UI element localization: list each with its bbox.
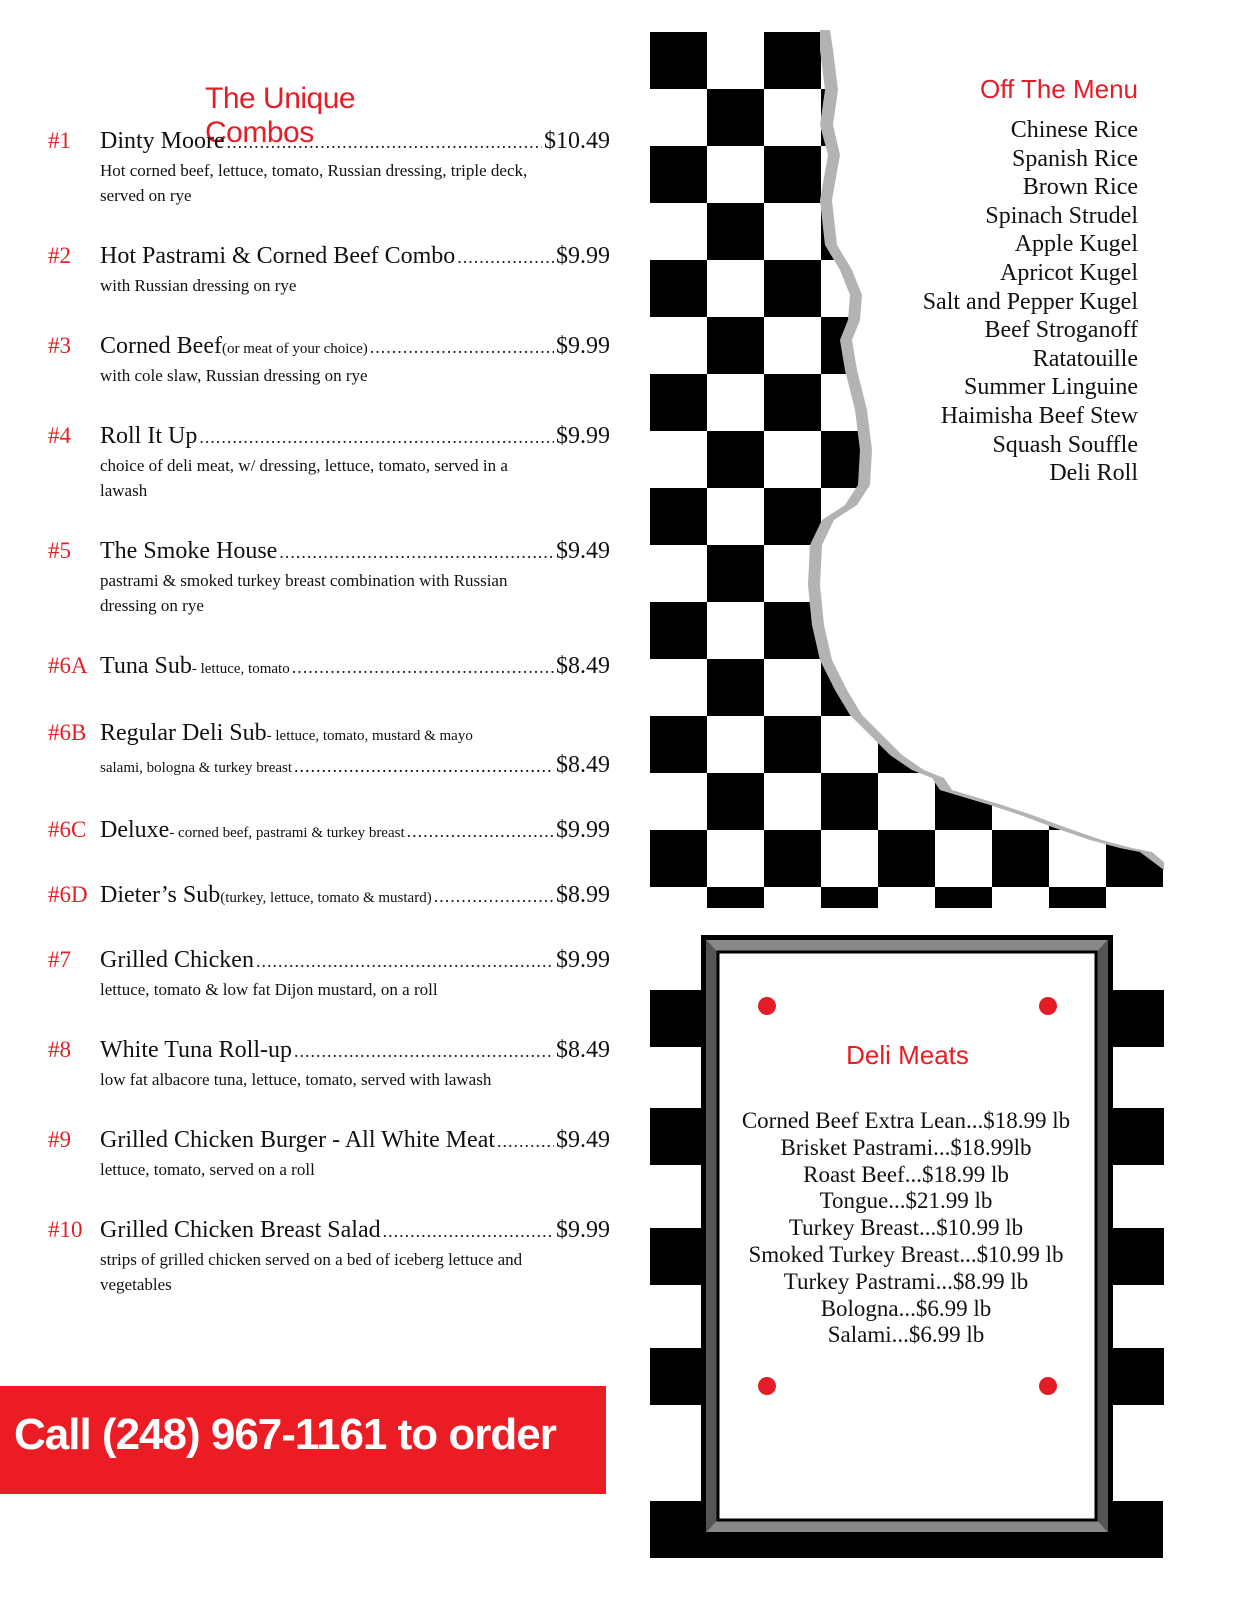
combo-desc: strips of grilled chicken served on a bed of iceberg lettuce and vegetables xyxy=(100,1250,523,1294)
off-menu-item: Deli Roll xyxy=(1049,460,1138,487)
checker-square xyxy=(650,1108,707,1165)
checker-square xyxy=(992,716,1049,773)
off-menu-item: Beef Stroganoff xyxy=(984,317,1138,344)
checker-square xyxy=(764,716,821,773)
checker-square xyxy=(764,488,821,545)
checker-square xyxy=(764,146,821,203)
call-to-order-text: Call (248) 967-1161 to order xyxy=(14,1410,556,1459)
checker-square xyxy=(878,488,935,545)
combo-name: Grilled Chicken Breast Salad xyxy=(100,1217,381,1243)
checker-square xyxy=(707,545,764,602)
off-menu-item: Summer Linguine xyxy=(964,374,1138,401)
dot-leader xyxy=(279,542,554,563)
combo-number: #6A xyxy=(48,653,88,678)
combo-number: #6C xyxy=(48,817,87,842)
checker-square xyxy=(821,545,878,602)
deli-meat-item: Bologna...$6.99 lb xyxy=(820,1295,992,1321)
checker-square xyxy=(707,887,764,908)
frame-dot xyxy=(1039,1377,1057,1395)
combo-note: - lettuce, tomato, mustard & mayo xyxy=(266,728,473,744)
checker-square xyxy=(1110,1348,1164,1405)
checker-square xyxy=(764,374,821,431)
checker-square xyxy=(1049,545,1106,602)
combo-name: Regular Deli Sub xyxy=(100,720,267,746)
deli-meat-item: Turkey Pastrami...$8.99 lb xyxy=(783,1268,1029,1294)
dot-leader xyxy=(383,1221,554,1242)
checker-square xyxy=(650,602,707,659)
combo-price: $9.99 xyxy=(556,423,610,449)
deli-meats-list xyxy=(716,1108,1096,1349)
combo-line xyxy=(100,1217,610,1244)
checker-square xyxy=(992,602,1049,659)
combo-number: #9 xyxy=(48,1127,71,1152)
dot-leader xyxy=(407,821,554,842)
off-menu-item: Apricot Kugel xyxy=(1000,259,1138,286)
checker-square xyxy=(650,716,707,773)
checker-square xyxy=(764,32,821,89)
checker-square xyxy=(1106,1501,1163,1558)
checker-square xyxy=(650,146,707,203)
deli-meat-item: Roast Beef...$18.99 lb xyxy=(803,1161,1009,1187)
combo-price: $9.99 xyxy=(556,817,610,843)
combo-name: Tuna Sub xyxy=(100,653,192,679)
off-menu-title: Off The Menu xyxy=(980,74,1139,104)
dot-leader xyxy=(457,247,554,268)
dot-leader xyxy=(199,427,554,448)
deli-meat-item: Turkey Breast...$10.99 lb xyxy=(788,1215,1024,1241)
combo-line xyxy=(100,243,610,270)
checker-square xyxy=(935,659,992,716)
combo-line xyxy=(100,817,610,844)
checker-square xyxy=(1110,1108,1164,1165)
dot-leader xyxy=(434,886,554,907)
combo-price: $9.99 xyxy=(556,333,610,359)
checker-square xyxy=(707,317,764,374)
checker-square xyxy=(1110,1228,1164,1285)
combo-note: - lettuce, tomato xyxy=(191,661,290,677)
combo-desc: lettuce, tomato, served on a roll xyxy=(100,1160,315,1179)
combo-desc-line xyxy=(100,752,610,779)
combo-number: #10 xyxy=(48,1217,83,1242)
checker-square xyxy=(1106,488,1163,545)
deli-meats-title: Deli Meats xyxy=(846,1040,969,1070)
combos-title: The Unique Combos xyxy=(205,82,356,149)
off-menu-item: Spinach Strudel xyxy=(985,202,1138,229)
combo-price: $9.99 xyxy=(556,243,610,269)
combo-line xyxy=(100,1037,610,1064)
combo-note: (or meat of your choice) xyxy=(221,341,368,357)
combo-price: $9.99 xyxy=(556,1217,610,1243)
combo-line xyxy=(100,1127,610,1154)
combo-line xyxy=(100,882,610,909)
frame-dot xyxy=(758,997,776,1015)
combo-number: #4 xyxy=(48,423,71,448)
checker-square xyxy=(707,203,764,260)
combo-line xyxy=(100,947,610,974)
combo-number: #3 xyxy=(48,333,71,358)
frame-bevel-bottom xyxy=(706,1520,1108,1532)
combo-line xyxy=(100,423,610,450)
combo-desc: lettuce, tomato & low fat Dijon mustard, on a roll xyxy=(100,980,438,999)
dot-leader xyxy=(497,1131,554,1152)
checker-square xyxy=(650,990,707,1047)
checker-square xyxy=(821,773,878,830)
checker-square xyxy=(707,431,764,488)
checker-square xyxy=(935,887,992,908)
frame-dot xyxy=(758,1377,776,1395)
dot-leader xyxy=(294,756,554,777)
off-menu-item: Chinese Rice xyxy=(1010,117,1138,143)
off-menu-item: Brown Rice xyxy=(1022,174,1138,201)
combo-number: #6B xyxy=(48,720,87,745)
combo-name: Deluxe xyxy=(100,817,170,843)
checker-square xyxy=(878,830,935,887)
frame-dot xyxy=(1039,997,1057,1015)
combo-note: - corned beef, pastrami & turkey breast xyxy=(169,825,405,841)
dot-leader xyxy=(370,337,554,358)
combo-name: Roll It Up xyxy=(100,423,198,449)
dot-leader xyxy=(294,1041,554,1062)
combo-name: The Smoke House xyxy=(100,538,278,564)
combo-line xyxy=(100,720,610,747)
combo-desc: choice of deli meat, w/ dressing, lettuce, tomato, served in a lawash xyxy=(100,456,508,500)
checker-square xyxy=(992,488,1049,545)
checker-square xyxy=(935,545,992,602)
off-menu-item: Haimisha Beef Stew xyxy=(940,402,1138,429)
checker-square xyxy=(650,260,707,317)
checker-square xyxy=(1106,716,1163,773)
combo-price: $8.99 xyxy=(556,882,610,908)
off-menu-item: Spanish Rice xyxy=(1012,145,1138,172)
combo-number: #1 xyxy=(48,128,71,153)
combo-number: #5 xyxy=(48,538,71,563)
checker-square xyxy=(1049,659,1106,716)
combo-line xyxy=(100,653,610,680)
checker-square xyxy=(1106,602,1163,659)
combo-price: $8.49 xyxy=(556,1037,610,1063)
combo-desc: with Russian dressing on rye xyxy=(100,276,297,295)
combo-desc: pastrami & smoked turkey breast combination with Russian dressing on rye xyxy=(100,571,508,615)
combo-line xyxy=(100,538,610,565)
combo-desc: Hot corned beef, lettuce, tomato, Russian dressing, triple deck, served on rye xyxy=(100,161,528,205)
checker-square xyxy=(992,830,1049,887)
checker-square xyxy=(650,374,707,431)
combo-name: Grilled Chicken Burger - All White Meat xyxy=(100,1127,496,1153)
combo-name: Dieter’s Sub xyxy=(100,882,221,908)
dot-leader xyxy=(256,951,554,972)
checker-square xyxy=(650,1501,707,1558)
combo-price: $10.49 xyxy=(544,128,610,154)
combo-desc: with cole slaw, Russian dressing on rye xyxy=(100,366,368,385)
combo-note: (turkey, lettuce, tomato & mustard) xyxy=(220,890,432,906)
checker-square xyxy=(650,1228,707,1285)
combo-price: $8.49 xyxy=(556,752,610,778)
checker-square xyxy=(707,659,764,716)
deli-meat-item: Corned Beef Extra Lean...$18.99 lb xyxy=(741,1108,1071,1133)
combo-desc: low fat albacore tuna, lettuce, tomato, served with lawash xyxy=(100,1070,492,1089)
deli-meat-item: Brisket Pastrami...$18.99lb xyxy=(780,1134,1032,1160)
combo-number: #8 xyxy=(48,1037,71,1062)
combo-price: $9.99 xyxy=(556,947,610,973)
deli-meat-item: Smoked Turkey Breast...$10.99 lb xyxy=(748,1241,1064,1267)
checker-square xyxy=(650,488,707,545)
off-menu-item: Squash Souffle xyxy=(992,431,1138,458)
combo-name: Grilled Chicken xyxy=(100,947,254,973)
checker-square xyxy=(878,32,935,89)
off-menu-item: Apple Kugel xyxy=(1014,231,1138,258)
call-banner xyxy=(0,1386,606,1494)
combo-number: #6D xyxy=(48,882,88,907)
off-menu-item: Salt and Pepper Kugel xyxy=(922,288,1138,315)
checker-square xyxy=(707,89,764,146)
combo-number: #2 xyxy=(48,243,71,268)
checker-square xyxy=(650,830,707,887)
checker-square xyxy=(878,602,935,659)
combo-desc: salami, bologna & turkey breast xyxy=(100,760,293,776)
checker-square xyxy=(764,260,821,317)
deli-meat-item: Salami...$6.99 lb xyxy=(827,1322,985,1348)
combo-line xyxy=(100,128,610,155)
checker-square xyxy=(1110,990,1164,1047)
combo-name: White Tuna Roll-up xyxy=(100,1037,293,1063)
dot-leader xyxy=(292,657,554,678)
combo-number: #7 xyxy=(48,947,71,972)
combo-price: $9.49 xyxy=(556,1127,610,1153)
deli-meat-item: Tongue...$21.99 lb xyxy=(819,1188,993,1214)
checker-square xyxy=(650,32,707,89)
combo-name: Dinty Moore xyxy=(100,128,225,154)
combo-line xyxy=(100,333,610,360)
checker-square xyxy=(1049,887,1106,908)
checker-square xyxy=(1049,773,1106,830)
off-menu-item: Ratatouille xyxy=(1032,345,1138,372)
combo-price: $9.49 xyxy=(556,538,610,564)
dot-leader xyxy=(227,132,542,153)
checker-square xyxy=(821,887,878,908)
frame-bevel-top xyxy=(706,940,1108,952)
checker-square xyxy=(707,773,764,830)
checker-square xyxy=(650,1348,707,1405)
checker-square xyxy=(764,830,821,887)
combo-name: Corned Beef xyxy=(100,333,222,359)
off-menu-list xyxy=(923,116,1138,488)
combo-name: Hot Pastrami & Corned Beef Combo xyxy=(100,243,456,269)
frame-bevel-right xyxy=(1096,940,1108,1532)
combo-price: $8.49 xyxy=(556,653,610,679)
